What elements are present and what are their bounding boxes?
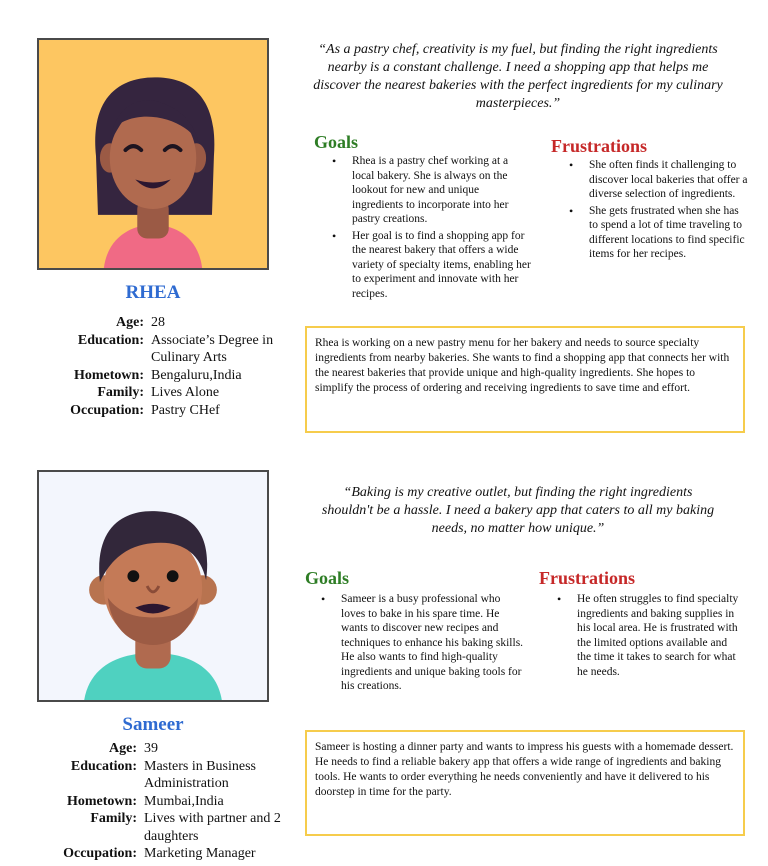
bullet-icon: • xyxy=(332,154,337,168)
info-label: Family: xyxy=(90,811,137,826)
info-value: Associate’s Degree in Culinary Arts xyxy=(151,332,274,365)
info-label: Age: xyxy=(116,315,144,330)
frustration-text: She often finds it challenging to discover local bakeries that offer a diverse selection of ingredients. xyxy=(589,159,748,200)
goals-heading: Goals xyxy=(314,132,359,152)
goal-text: Rhea is a pastry chef working at a local bakery. She is always on the lookout for new and unique ingredients to incorporate into her pastry creations. xyxy=(352,155,509,225)
bullet-icon: • xyxy=(557,592,562,606)
woman-avatar-icon xyxy=(37,38,269,270)
goal-text: Sameer is a busy professional who loves to bake in his spare time. He wants to discover new recipes and techniques to enhance his baking skills. He also wants to find high-quality ingredients and unique baking tools for his creations. xyxy=(341,593,524,692)
info-value: 39 xyxy=(144,741,158,756)
list-item xyxy=(551,592,741,679)
info-row-hometown xyxy=(30,793,292,811)
info-row-hometown xyxy=(30,367,291,385)
info-label: Family: xyxy=(97,385,144,400)
goals-list xyxy=(315,592,527,696)
frustrations-heading: Frustrations xyxy=(539,568,635,588)
info-label: Education: xyxy=(70,758,137,774)
bullet-icon: • xyxy=(569,203,574,218)
info-label: Education: xyxy=(77,332,144,348)
persona-quote: “As a pastry chef, creativity is my fuel, but finding the right ingredients nearby is a constant challenge. I need a shopping app that helps me discover the nearest bakeries with the perfect ingredients for my culinary masterpieces.” xyxy=(313,42,723,111)
info-label: Hometown: xyxy=(67,793,137,809)
list-item xyxy=(563,204,748,262)
info-row-occupation xyxy=(30,845,292,863)
info-row-education xyxy=(30,332,291,367)
info-value: Bengaluru,India xyxy=(151,367,242,383)
info-label: Age: xyxy=(109,741,137,756)
info-row-age xyxy=(30,740,292,758)
bullet-icon: • xyxy=(321,592,326,606)
info-value: Masters in Business Administration xyxy=(144,758,256,791)
info-row-family xyxy=(30,384,291,402)
info-row-family xyxy=(30,810,292,845)
persona-info xyxy=(30,740,292,863)
list-item xyxy=(326,229,532,302)
persona-info xyxy=(30,314,291,419)
persona-card-sameer xyxy=(0,440,768,866)
info-label: Hometown: xyxy=(74,367,144,383)
frustrations-list xyxy=(551,592,741,681)
goals-list xyxy=(326,154,532,303)
info-value: Marketing Manager xyxy=(144,846,256,861)
persona-quote: “Baking is my creative outlet, but finding the right ingredients shouldn't be a hassle. I need a bakery app that caters to all my baking needs, no matter how unique.” xyxy=(321,485,715,536)
frustrations-list xyxy=(563,158,748,264)
info-value: Pastry CHef xyxy=(151,402,220,418)
goals-heading: Goals xyxy=(305,568,350,588)
bullet-icon: • xyxy=(569,158,574,172)
info-label: Occupation: xyxy=(70,402,144,418)
frustration-text: He often struggles to find specialty ingredients and baking supplies in his local area. He is frustrated with the limited options available and the time it takes to search for what he needs. xyxy=(577,593,739,678)
goal-text: Her goal is to find a shopping app for the nearest bakery that offers a wide variety of specialty items, enabling her to experiment and innovate with her recipes. xyxy=(352,229,531,300)
frustration-text: She gets frustrated when she has to spend a lot of time traveling to different locations to find specific items for her recipes. xyxy=(589,204,745,260)
info-value: Lives with partner and 2 daughters xyxy=(144,811,281,844)
info-value: 28 xyxy=(151,315,165,330)
persona-name: Sameer xyxy=(122,714,184,735)
info-value: Mumbai,India xyxy=(144,793,224,809)
scenario-box: Sameer is hosting a dinner party and wants to impress his guests with a homemade dessert. He needs to find a reliable bakery app that offers a wide range of ingredients and baking tools. He wants to order everything he needs conveniently and have it delivered to his doorstep in time for the party. xyxy=(305,730,745,836)
info-label: Occupation: xyxy=(63,846,137,861)
info-row-occupation xyxy=(30,402,291,420)
info-row-age xyxy=(30,314,291,332)
list-item xyxy=(563,158,748,202)
list-item xyxy=(326,154,532,227)
man-avatar-icon xyxy=(37,470,269,702)
persona-name: RHEA xyxy=(125,282,181,303)
scenario-box: Rhea is working on a new pastry menu for her bakery and needs to source specialty ingredients from nearby bakeries. She wants to find a shopping app that connects her with the nearest bakeries that provide unique and high-quality ingredients. She hopes to simplify the process of ordering and receiving ingredients to save time and effort. xyxy=(305,326,745,433)
bullet-icon: • xyxy=(332,228,337,243)
frustrations-heading: Frustrations xyxy=(551,136,647,156)
list-item xyxy=(315,592,527,694)
info-row-education xyxy=(30,758,292,793)
info-value: Lives Alone xyxy=(151,385,220,400)
